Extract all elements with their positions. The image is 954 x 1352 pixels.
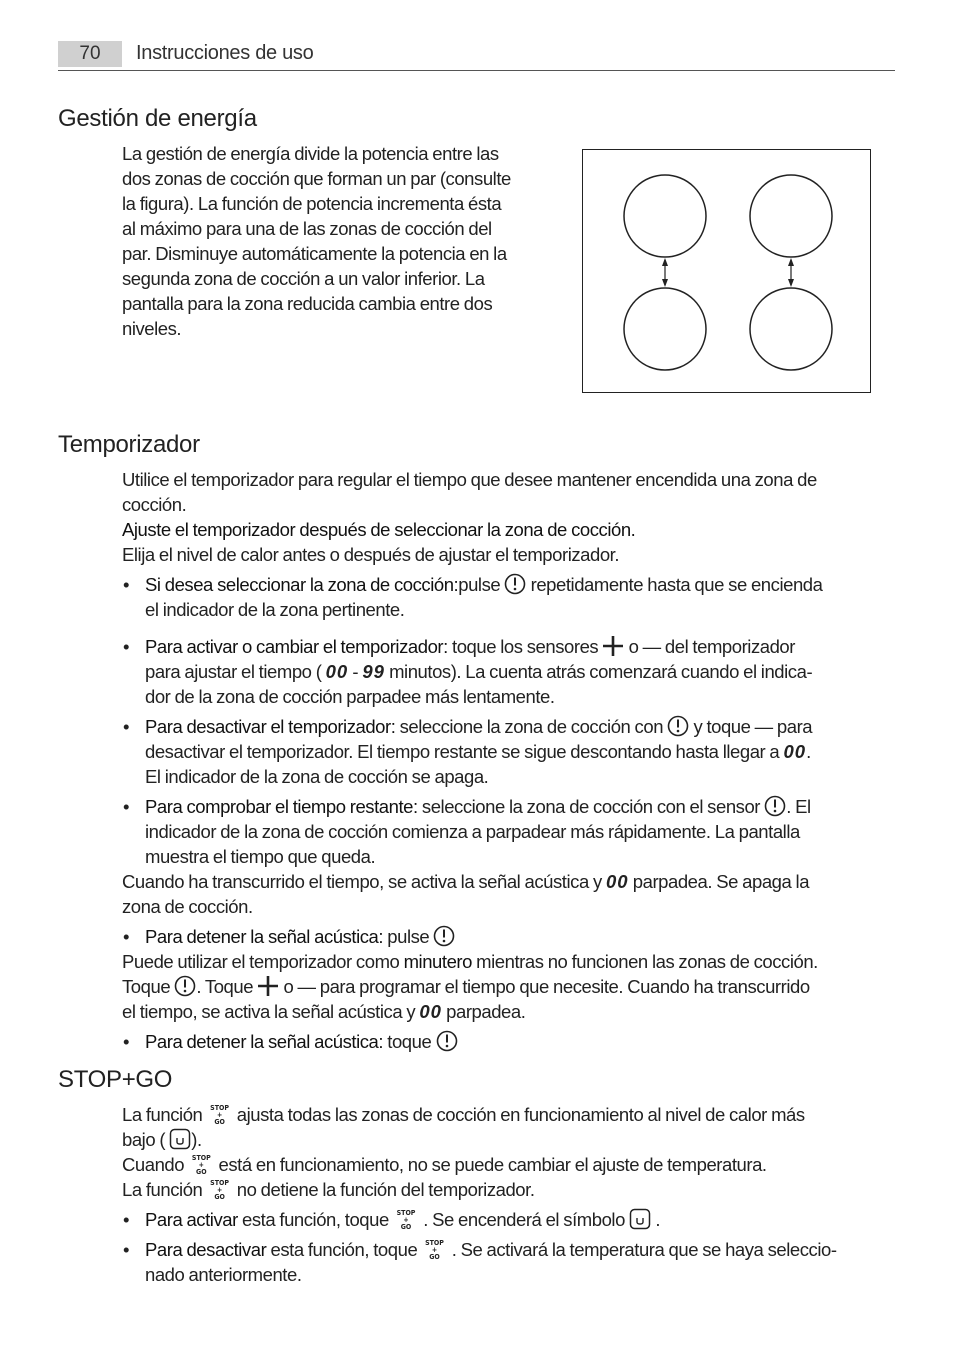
pair-arrow-left xyxy=(662,258,668,287)
stopgo-icon-text: STOP xyxy=(425,1239,444,1247)
timer-bullet-stop-signal-2: • Para detener la señal acústica: toque xyxy=(145,1029,905,1054)
timer-sensor-icon xyxy=(667,715,689,737)
timer-bullet-activate: • Para activar o cambiar el temporizador: toque los sensores o — del temporizador para ajustar el tiempo ( 00 - 99 minutos). La cuenta atrás comenzará cuando el indica- dor de la zona de cocción parpadee más lentamente. xyxy=(123,636,813,707)
timer-sensor-icon xyxy=(433,925,455,947)
plus-icon xyxy=(602,635,624,657)
display-00: 00 xyxy=(325,661,349,682)
page-number-badge: 70 xyxy=(58,41,122,67)
minute-minder-text: Puede utilizar el temporizador como minutero mientras no funcionen las zonas de cocción. Toque . Toque o — para programar el tiempo que necesite. Cuando ha transcurrido el tiempo, se activa la señal acústica y 00 parpadea. xyxy=(122,951,818,1022)
stopgo-icon xyxy=(422,1239,448,1261)
stopgo-icon xyxy=(188,1154,214,1176)
stopgo-heading: STOP+GO xyxy=(58,1066,173,1093)
timer-sensor-icon xyxy=(764,795,786,817)
pair-arrow-right xyxy=(788,258,794,287)
zone-rear-right xyxy=(750,288,832,370)
timer-sensor-icon xyxy=(174,975,196,997)
energy-heading: Gestión de energía xyxy=(58,105,257,132)
running-header-title: Instrucciones de uso xyxy=(136,42,314,64)
stopgo-paragraph: La función STOP + GO ajusta todas las zonas de cocción en funcionamiento al nivel de calor más bajo ( ). Cuando STOP + GO está en funcionamiento, no se puede cambiar el ajuste de temperatura. La función STOP + GO no detiene la función del temporizador. xyxy=(122,1104,805,1201)
stopgo-icon-text: STOP xyxy=(191,1154,211,1162)
stopgo-icon xyxy=(207,1179,233,1201)
timer-bullet-remaining: • Para comprobar el tiempo restante: seleccione la zona de cocción con el sensor . El indicador de la zona de cocción comienza a parpadear más rápidamente. La pantalla muestra el tiempo que queda. xyxy=(123,796,811,867)
keep-warm-icon xyxy=(629,1208,651,1230)
display-00: 00 xyxy=(606,871,629,892)
energy-paragraph: La gestión de energía divide la potencia entre las dos zonas de cocción que forman un par (consulte la figura). La función de potencia incrementa ésta al máximo para una de las zonas de cocción del par. Disminuye automáticamente la potencia en la segunda zona de cocción a un valor inferior. La pantalla para la zona reducida cambia entre dos niveles. xyxy=(122,143,511,339)
display-99: 99 xyxy=(362,661,385,682)
stopgo-icon-text: GO xyxy=(214,1118,225,1126)
keep-warm-icon xyxy=(169,1128,191,1150)
timer-after-text: Cuando ha transcurrido el tiempo, se activa la señal acústica y 00 parpadea. Se apaga la zona de cocción. xyxy=(122,871,810,917)
stopgo-icon-text: STOP xyxy=(210,1179,229,1187)
plus-icon xyxy=(257,975,279,997)
zone-front-left xyxy=(624,175,706,257)
stopgo-icon-text: GO xyxy=(214,1193,225,1201)
display-00: 00 xyxy=(783,741,807,762)
timer-heading: Temporizador xyxy=(58,431,200,458)
stopgo-bullet-activate: • Para activar esta función, toque STOP + GO . Se encenderá el símbolo . xyxy=(123,1209,661,1231)
timer-bullet-select-zone: • Si desea seleccionar la zona de cocción:pulse repetidamente hasta que se encienda el indicador de la zona pertinente. xyxy=(123,574,823,620)
stopgo-icon-text: STOP xyxy=(396,1209,416,1217)
timer-bullet-deactivate: • Para desactivar el temporizador: seleccione la zona de cocción con y toque — para desactivar el temporizador. El tiempo restante se sigue descontando hasta llegar a 00. El indicador de la zona de cocción se apaga. xyxy=(123,716,813,787)
stopgo-icon-text: + xyxy=(431,1246,438,1254)
stopgo-icon-text: GO xyxy=(196,1168,207,1176)
timer-sensor-icon xyxy=(436,1030,458,1052)
stopgo-icon xyxy=(207,1104,233,1126)
stopgo-bullet-deactivate: • Para desactivar esta función, toque STOP + GO . Se activará la temperatura que se haya seleccio- nado anteriormente. xyxy=(123,1239,837,1285)
stopgo-icon-text: + xyxy=(216,1111,223,1119)
stopgo-icon-text: GO xyxy=(400,1223,412,1231)
zone-rear-left xyxy=(624,288,706,370)
stopgo-icon-text: + xyxy=(216,1186,223,1194)
stopgo-icon-text: + xyxy=(403,1216,409,1224)
timer-bullet-stop-signal: • Para detener la señal acústica: pulse xyxy=(145,924,905,949)
cooking-zones-figure xyxy=(582,149,871,393)
timer-sensor-icon xyxy=(504,573,526,595)
stopgo-icon xyxy=(393,1209,419,1231)
stopgo-icon-text: + xyxy=(198,1161,204,1169)
display-00: 00 xyxy=(419,1001,442,1022)
timer-intro: Utilice el temporizador para regular el tiempo que desee mantener encendida una zona de cocción. Ajuste el temporizador después de seleccionar la zona de cocción. Elija el nivel de calor antes o después de ajustar el temporizador. xyxy=(122,469,817,565)
stopgo-icon-text: STOP xyxy=(210,1104,229,1112)
cooking-zones-diagram xyxy=(583,150,872,394)
zone-front-right xyxy=(750,175,832,257)
header-rule xyxy=(58,70,895,71)
stopgo-icon-text: GO xyxy=(429,1253,440,1261)
